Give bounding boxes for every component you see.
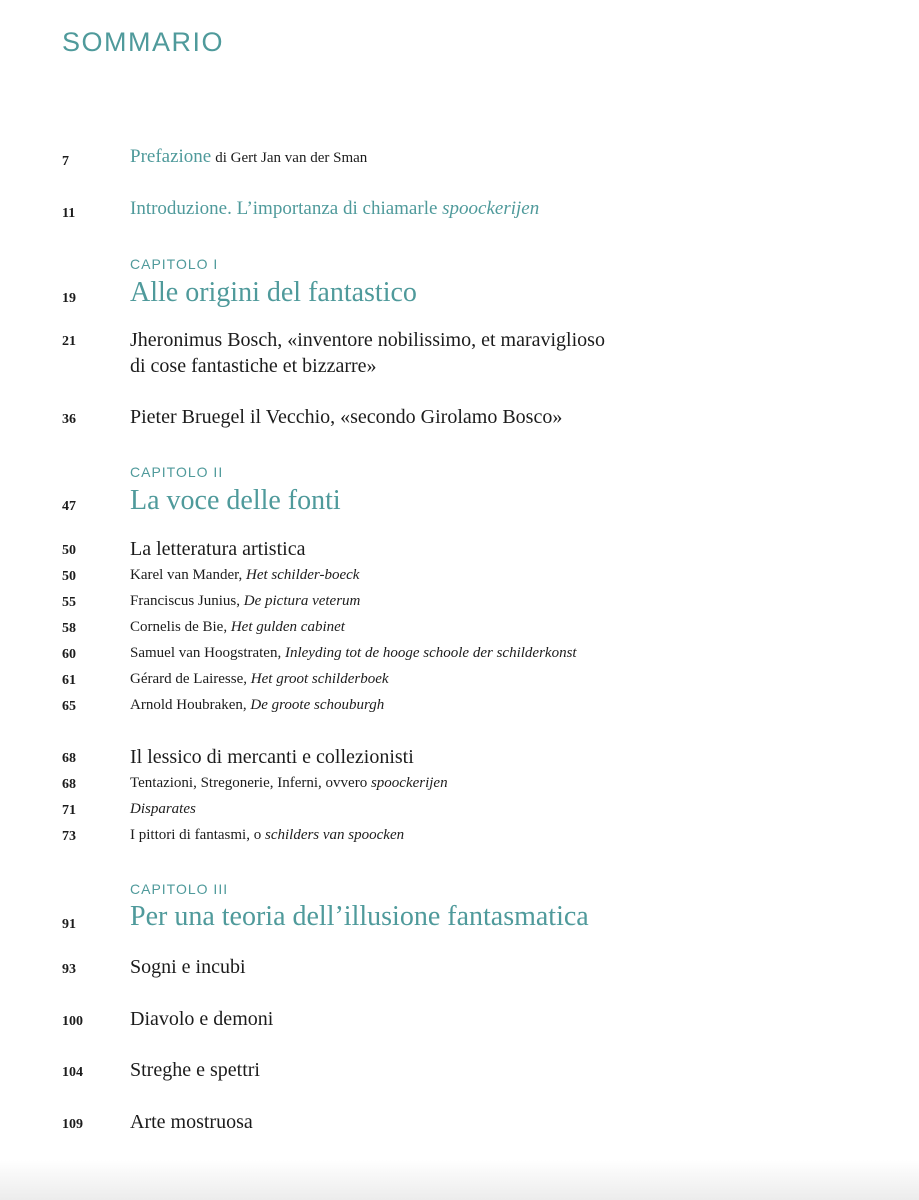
page-number: 19 bbox=[62, 291, 76, 306]
entry-text: Tentazioni, Stregonerie, Inferni, ovvero bbox=[130, 775, 371, 791]
page-number: 58 bbox=[62, 621, 76, 636]
entry-title: Diavolo e demoni bbox=[130, 1008, 274, 1030]
page-number: 50 bbox=[62, 569, 76, 584]
page-number: 55 bbox=[62, 595, 76, 610]
chapter-title: Per una teoria dell’illusione fantasmatica bbox=[130, 901, 589, 932]
entry-work: Het gulden cabinet bbox=[230, 619, 345, 635]
entry-title-line-2: di cose fantastiche et bizzarre» bbox=[130, 355, 377, 377]
entry-author: Arnold Houbraken, bbox=[130, 697, 251, 713]
page-number: 21 bbox=[62, 334, 76, 349]
entry-text-italic: Disparates bbox=[130, 801, 196, 817]
chapter-title: La voce delle fonti bbox=[130, 485, 341, 516]
chapter-title: Alle origini del fantastico bbox=[130, 277, 417, 308]
page-number: 73 bbox=[62, 829, 76, 844]
entry-title: Pieter Bruegel il Vecchio, «secondo Girolamo Bosco» bbox=[130, 406, 563, 428]
chapter-label: CAPITOLO I bbox=[130, 256, 219, 272]
page-number: 104 bbox=[62, 1065, 83, 1080]
entry-author: Karel van Mander, bbox=[130, 567, 247, 583]
page-number: 65 bbox=[62, 699, 76, 714]
entry-text-italic: schilders van spoocken bbox=[264, 827, 405, 843]
page-number: 60 bbox=[62, 647, 76, 662]
entry-title: Introduzione. L’importanza di chiamarle bbox=[130, 198, 443, 219]
page-number: 68 bbox=[62, 777, 76, 792]
entry-text: I pittori di fantasmi, o bbox=[130, 827, 265, 843]
page-number: 7 bbox=[62, 154, 69, 169]
entry-title: Arte mostruosa bbox=[130, 1111, 253, 1133]
page-number: 36 bbox=[62, 412, 76, 427]
page-number: 71 bbox=[62, 803, 76, 818]
page-number: 109 bbox=[62, 1117, 83, 1132]
chapter-label: CAPITOLO II bbox=[130, 464, 224, 480]
entry-work: Het groot schilderboek bbox=[250, 671, 389, 687]
entry-title: Sogni e incubi bbox=[130, 956, 246, 978]
entry-author: Cornelis de Bie, bbox=[130, 619, 231, 635]
page-number: 68 bbox=[62, 751, 76, 766]
page-number: 47 bbox=[62, 499, 76, 514]
page-number: 11 bbox=[62, 206, 76, 221]
entry-title: Il lessico di mercanti e collezionisti bbox=[130, 746, 414, 768]
entry-title: Prefazione bbox=[130, 146, 212, 167]
entry-title-line-1: Jheronimus Bosch, «inventore nobilissimo, et maraviglioso bbox=[130, 329, 605, 351]
entry-author: Franciscus Junius, bbox=[130, 593, 244, 609]
entry-title: La letteratura artistica bbox=[130, 538, 306, 560]
page-title: SOMMARIO bbox=[62, 27, 225, 57]
page-number: 50 bbox=[62, 543, 76, 558]
page-number: 91 bbox=[62, 917, 76, 932]
entry-author: Gérard de Lairesse, bbox=[130, 671, 251, 687]
entry-work: Inleyding tot de hooge schoole der schilderkonst bbox=[284, 645, 577, 661]
page-number: 100 bbox=[62, 1014, 83, 1029]
entry-title: Streghe e spettri bbox=[130, 1059, 260, 1081]
entry-work: Het schilder-boeck bbox=[246, 567, 360, 583]
entry-work: De groote schouburgh bbox=[250, 697, 385, 713]
entry-author: di Gert Jan van der Sman bbox=[215, 150, 368, 166]
entry-text-italic: spoockerijen bbox=[370, 775, 448, 791]
entry-title-italic: spoockerijen bbox=[442, 198, 540, 219]
entry-author: Samuel van Hoogstraten, bbox=[130, 645, 285, 661]
page-bottom-shadow bbox=[0, 1160, 919, 1200]
page-number: 61 bbox=[62, 673, 76, 688]
chapter-label: CAPITOLO III bbox=[130, 881, 229, 897]
page-number: 93 bbox=[62, 962, 76, 977]
entry-work: De pictura veterum bbox=[243, 593, 361, 609]
